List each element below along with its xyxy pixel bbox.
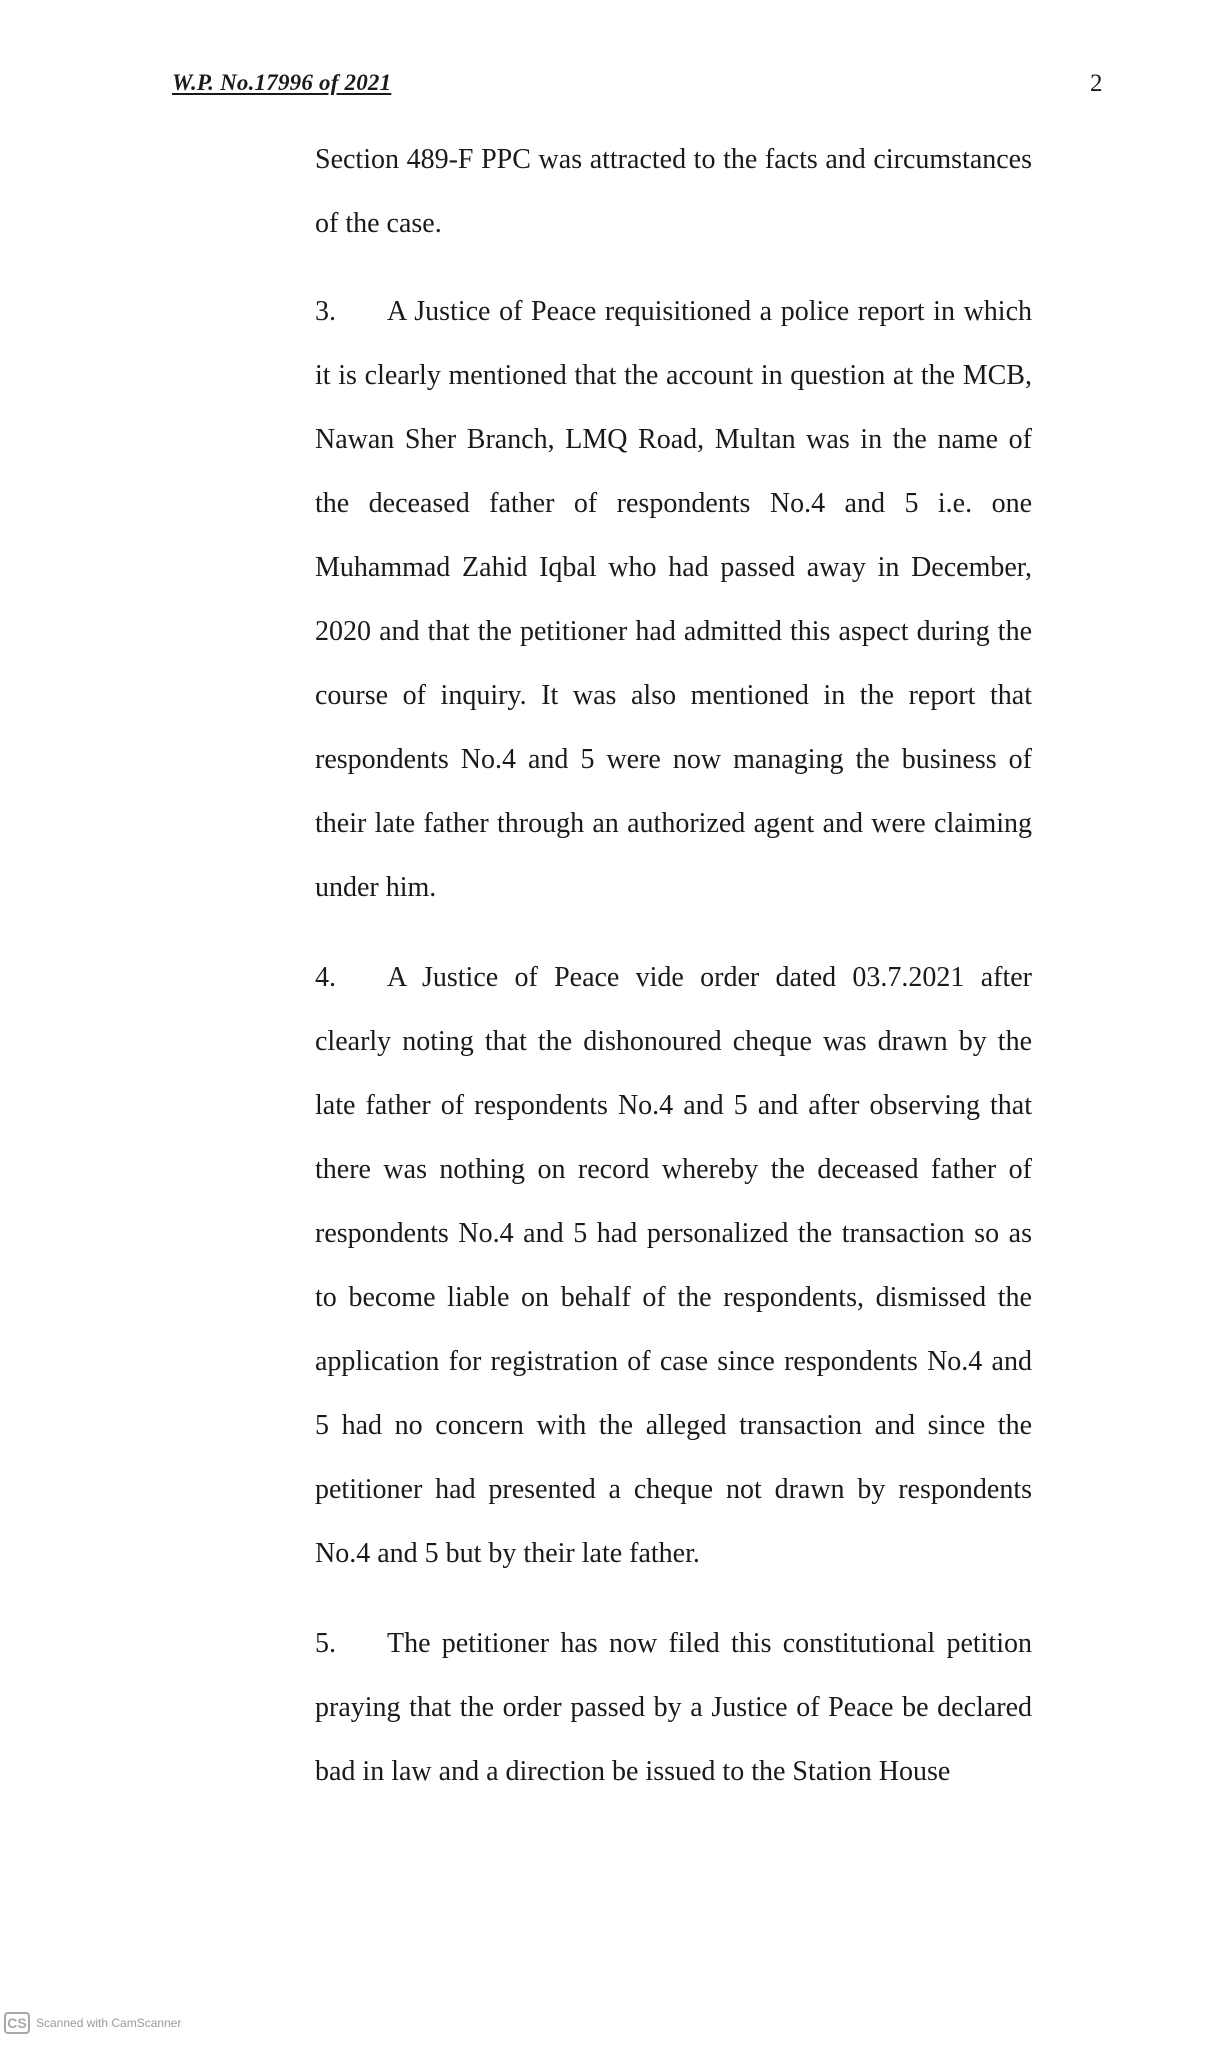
- watermark-text: Scanned with CamScanner: [36, 2016, 182, 2030]
- page-number: 2: [1090, 70, 1103, 97]
- paragraph-text: A Justice of Peace vide order dated 03.7.2021 after clearly noting that the dishonoured cheque was drawn by the late father of respondents No.4 and 5 and after observing that there was nothing on record whereby the deceased father of respondents No.4 and 5 had personalized the transaction so as to become liable on behalf of the respondents, dismissed the application for registration of case since respondents No.4 and 5 had no concern with the alleged transaction and since the petitioner had presented a cheque not drawn by respondents No.4 and 5 but by their late father.: [315, 962, 1032, 1569]
- paragraph-text: Section 489-F PPC was attracted to the facts and circumstances of the case.: [315, 144, 1032, 239]
- paragraph-number: 5.: [315, 1628, 336, 1659]
- camscanner-watermark: [4, 2012, 181, 2034]
- paragraph-text: A Justice of Peace requisitioned a police report in which it is clearly mentioned that the account in question at the MCB, Nawan Sher Branch, LMQ Road, Multan was in the name of the deceased father of respondents No.4 and 5 i.e. one Muhammad Zahid Iqbal who had passed away in December, 2020 and that the petitioner had admitted this aspect during the course of inquiry. It was also mentioned in the report that respondents No.4 and 5 were now managing the business of their late father through an authorized agent and were claiming under him.: [315, 296, 1032, 903]
- paragraph-3: [315, 280, 1032, 920]
- case-number-header: W.P. No.17996 of 2021: [172, 70, 392, 95]
- paragraph-text: The petitioner has now filed this constitutional petition praying that the order passed by a Justice of Peace be declared bad in law and a direction be issued to the Station House: [315, 1628, 1032, 1787]
- paragraph-5: [315, 1612, 1032, 1804]
- paragraph-4: [315, 946, 1032, 1586]
- paragraph-number: 3.: [315, 296, 336, 327]
- paragraph-continued: [315, 128, 1032, 256]
- camscanner-logo-icon: CS: [4, 2012, 30, 2034]
- paragraph-number: 4.: [315, 962, 336, 993]
